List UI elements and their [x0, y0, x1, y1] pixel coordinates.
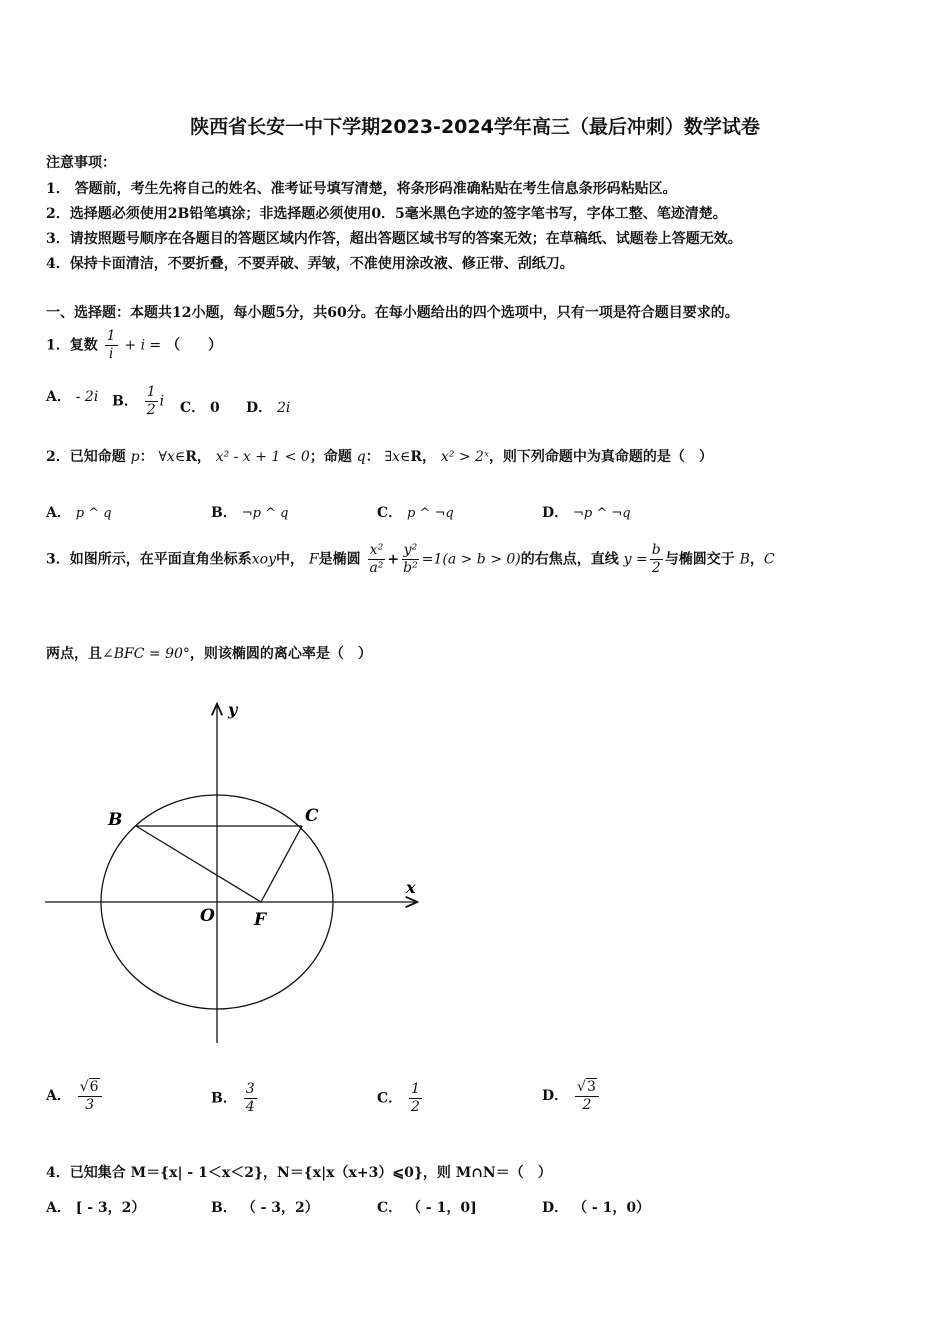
segment-cf [261, 826, 302, 902]
segment-bf [136, 826, 261, 902]
label-c: C [305, 806, 319, 826]
option-c: C． （ - 1，0] [377, 1200, 477, 1216]
question-lead: 复数 [69, 337, 98, 354]
expression: + i = [124, 337, 162, 354]
option-c: C． $\frac{1}{2}$ [377, 1081, 420, 1115]
note-item: 2．选择题必须使用2B铅笔填涂；非选择题必须使用0．5毫米黑色字迹的签字笔书写，字体工整、笔迹清楚。 [46, 206, 727, 222]
note-item: 1． 答题前，考生先将自己的姓名、准考证号填写清楚，将条形码准确粘贴在考生信息条形码粘贴区。 [46, 181, 677, 197]
question-1 [46, 328, 222, 363]
option-b: B． $\frac{1}{2}$ i [112, 384, 165, 418]
question-3-cont: 两点，且∠BFC = 90°，则该椭圆的离心率是（ ） [46, 646, 372, 662]
option-d: D． （ - 1，0） [542, 1200, 651, 1216]
label-y: y [228, 700, 238, 719]
option-d: D． $\frac{√3}{2}$ [542, 1078, 601, 1114]
fraction: $\frac{1}{i}$ [106, 328, 116, 362]
notes-heading: 注意事项： [46, 155, 116, 171]
option-c: C． 0 [180, 400, 220, 416]
question-4: 4．已知集合 M＝{x| - 1＜x＜2}，N＝{x|x（x+3）⩽0}，则 M∩N＝（ ） [46, 1165, 552, 1181]
option-c: C． p ^ ¬q [377, 505, 454, 521]
option-b: B． $\frac{3}{4}$ [211, 1081, 255, 1115]
ellipse-figure [40, 695, 430, 1055]
question-3: 3．如图所示，在平面直角坐标系xoy中， F是椭圆 $\frac{\text{x²}}{\text{a²}}$ + $\frac{\text{y²}}{\text{b²}}$ =1(a > b > 0)的右焦点，直线 y = $\frac{b}{2}$ 与椭圆交于 B，C [46, 542, 775, 576]
label-b: B [108, 810, 123, 830]
option-d: D． ¬p ^ ¬q [542, 505, 631, 521]
option-b: B． （ - 3，2） [211, 1200, 319, 1216]
option-b: B． ¬p ^ q [211, 505, 289, 521]
page-title: 陕西省长安一中下学期2023-2024学年高三（最后冲刺）数学试卷 [190, 116, 760, 138]
question-2: 2．已知命题 p： ∀x∈R， x² - x + 1 < 0；命题 q： ∃x∈R， x² > 2ˣ，则下列命题中为真命题的是（ ） [46, 449, 713, 465]
option-a: A． [ - 3，2） [46, 1200, 146, 1216]
note-item: 3．请按照题号顺序在各题目的答题区域内作答，超出答题区域书写的答案无效；在草稿纸、试题卷上答题无效。 [46, 231, 742, 247]
label-x: x [406, 878, 416, 897]
option-a: A． - 2i [46, 389, 99, 405]
option-a: A． p ^ q [46, 505, 112, 521]
option-a: A． $\frac{√6}{3}$ [46, 1078, 104, 1114]
label-f: F [254, 910, 267, 930]
option-d: D． 2i [246, 400, 291, 416]
answer-paren: （ ） [166, 337, 223, 354]
note-item: 4．保持卡面清洁，不要折叠，不要弄破、弄皱，不准使用涂改液、修正带、刮纸刀。 [46, 256, 574, 272]
label-o: O [200, 906, 215, 926]
question-number: 1． [46, 337, 70, 354]
section-heading: 一、选择题：本题共12小题，每小题5分，共60分。在每小题给出的四个选项中，只有一项是符合题目要求的。 [46, 305, 739, 321]
